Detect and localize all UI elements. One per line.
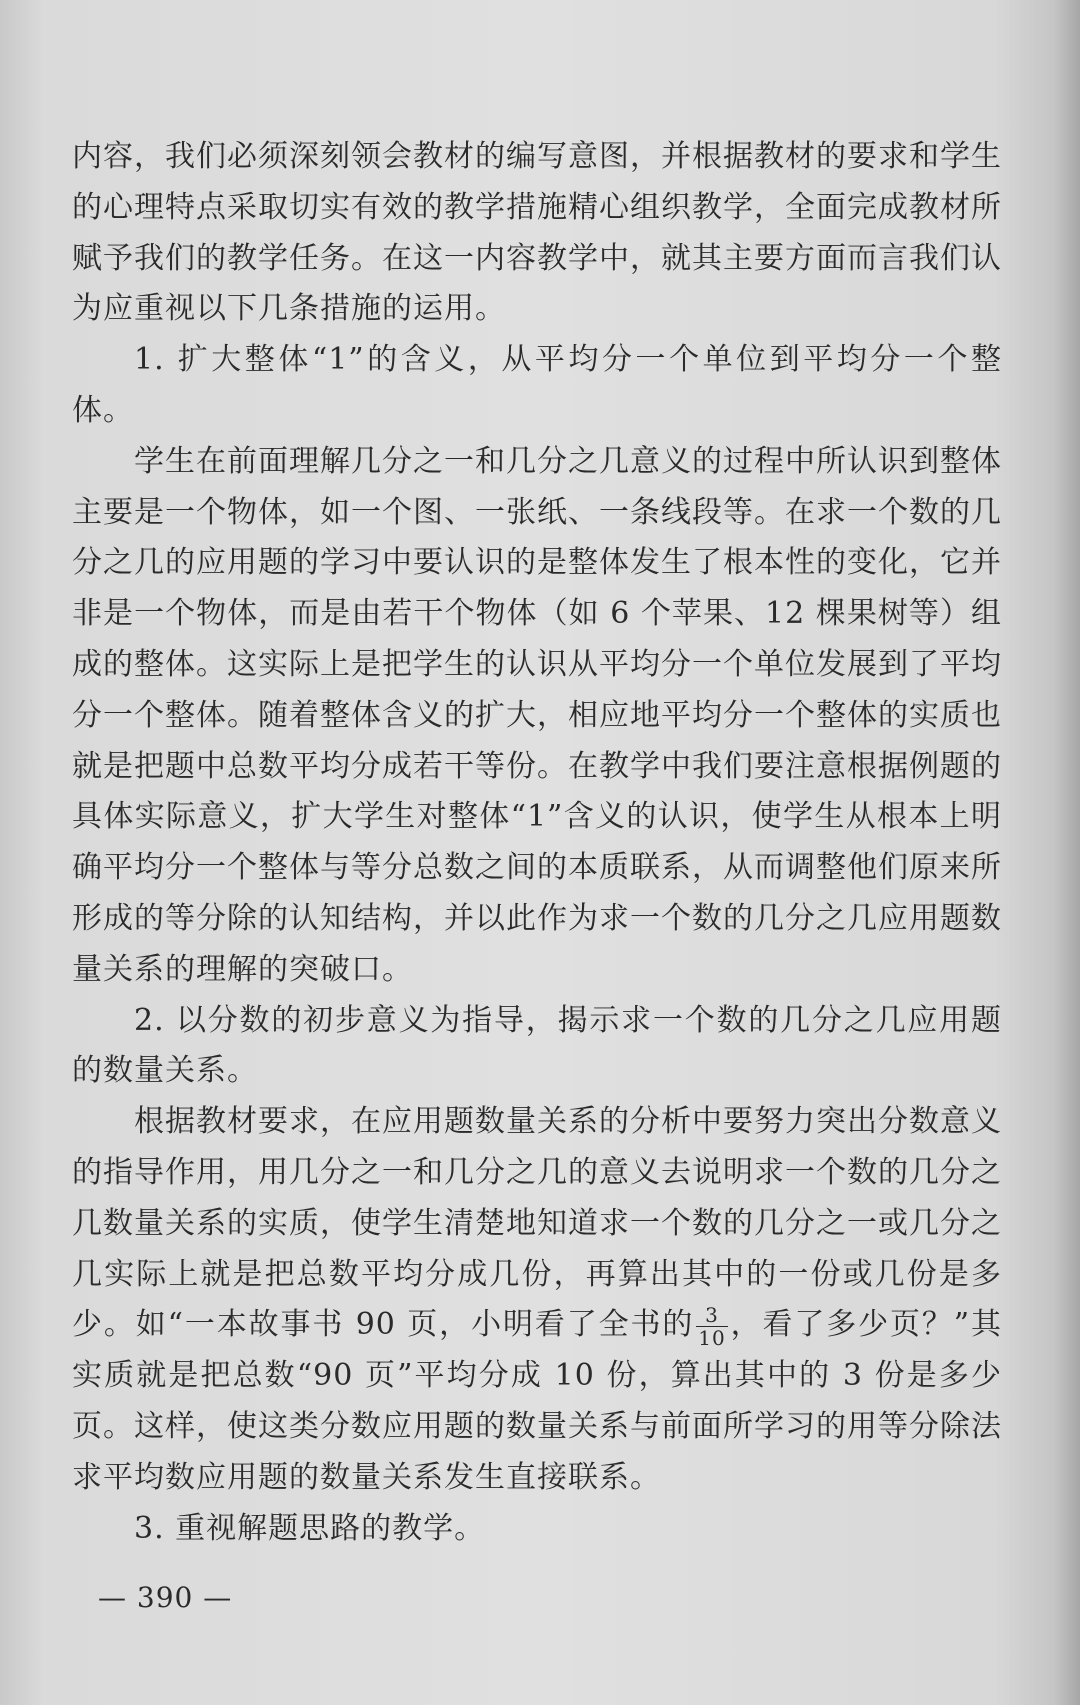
paragraph-point-2 [72,1097,1002,1503]
fraction-denominator: 10 [698,1325,726,1350]
page-edge-shadow [1054,0,1080,1705]
heading-point-3: 3. 重视解题思路的教学。 [134,1510,486,1546]
paragraph-point-2-part-1: 根据教材要求，在应用题数量关系的分析中要努力突出分数意义的指导作用，用几分之一和几分之几的意义去说明求一个数的几分之几数量关系的实质，使学生清楚地知道求一个数的几分之一或几分之几实际上就是把总数平均分成几份，再算出其中的一份或几份是多少。如“一本故事书 90 页，小明看了全书的 [72,1104,1002,1343]
paragraph-point-1: 学生在前面理解几分之一和几分之几意义的过程中所认识到整体主要是一个物体，如一个图、一张纸、一条线段等。在求一个数的几分之几的应用题的学习中要认识的是整体发生了根本性的变化，它并非是一个物体，而是由若干个物体（如 6 个苹果、12 棵果树等）组成的整体。这实际上是把学生的认识从平均分一个单位发展到了平均分一个整体。随着整体含义的扩大，相应地平均分一个整体的实质也就是把题中总数平均分成若干等份。在教学中我们要注意根据例题的具体实际意义，扩大学生对整体“1”含义的认识，使学生从根本上明确平均分一个整体与等分总数之间的本质联系，从而调整他们原来所形成的等分除的认知结构，并以此作为求一个数的几分之几应用题数量关系的理解的突破口。 [72,443,1002,987]
paragraph-intro: 内容，我们必须深刻领会教材的编写意图，并根据教材的要求和学生的心理特点采取切实有效的教学措施精心组织教学，全面完成教材所赋予我们的教学任务。在这一内容教学中，就其主要方面而言我们认为应重视以下几条措施的运用。 [72,139,1002,327]
page-body [72,132,1002,1554]
heading-point-2: 2. 以分数的初步意义为指导，揭示求一个数的几分之几应用题的数量关系。 [72,1002,1002,1089]
page-number: — 390 — [98,1581,233,1614]
fraction-three-tenths [696,1304,727,1349]
fraction-numerator: 3 [696,1304,727,1327]
heading-point-1: 1. 扩大整体“1”的含义，从平均分一个单位到平均分一个整体。 [72,342,1002,428]
paragraph-point-2-part-2: ，看了多少页？”其实质就是把总数“90 页”平均分成 10 份，算出其中的 3 份是多少页。这样，使这类分数应用题的数量关系与前面所学习的用等分除法求平均数应用题的数量关系发生直接联系。 [72,1307,1002,1495]
